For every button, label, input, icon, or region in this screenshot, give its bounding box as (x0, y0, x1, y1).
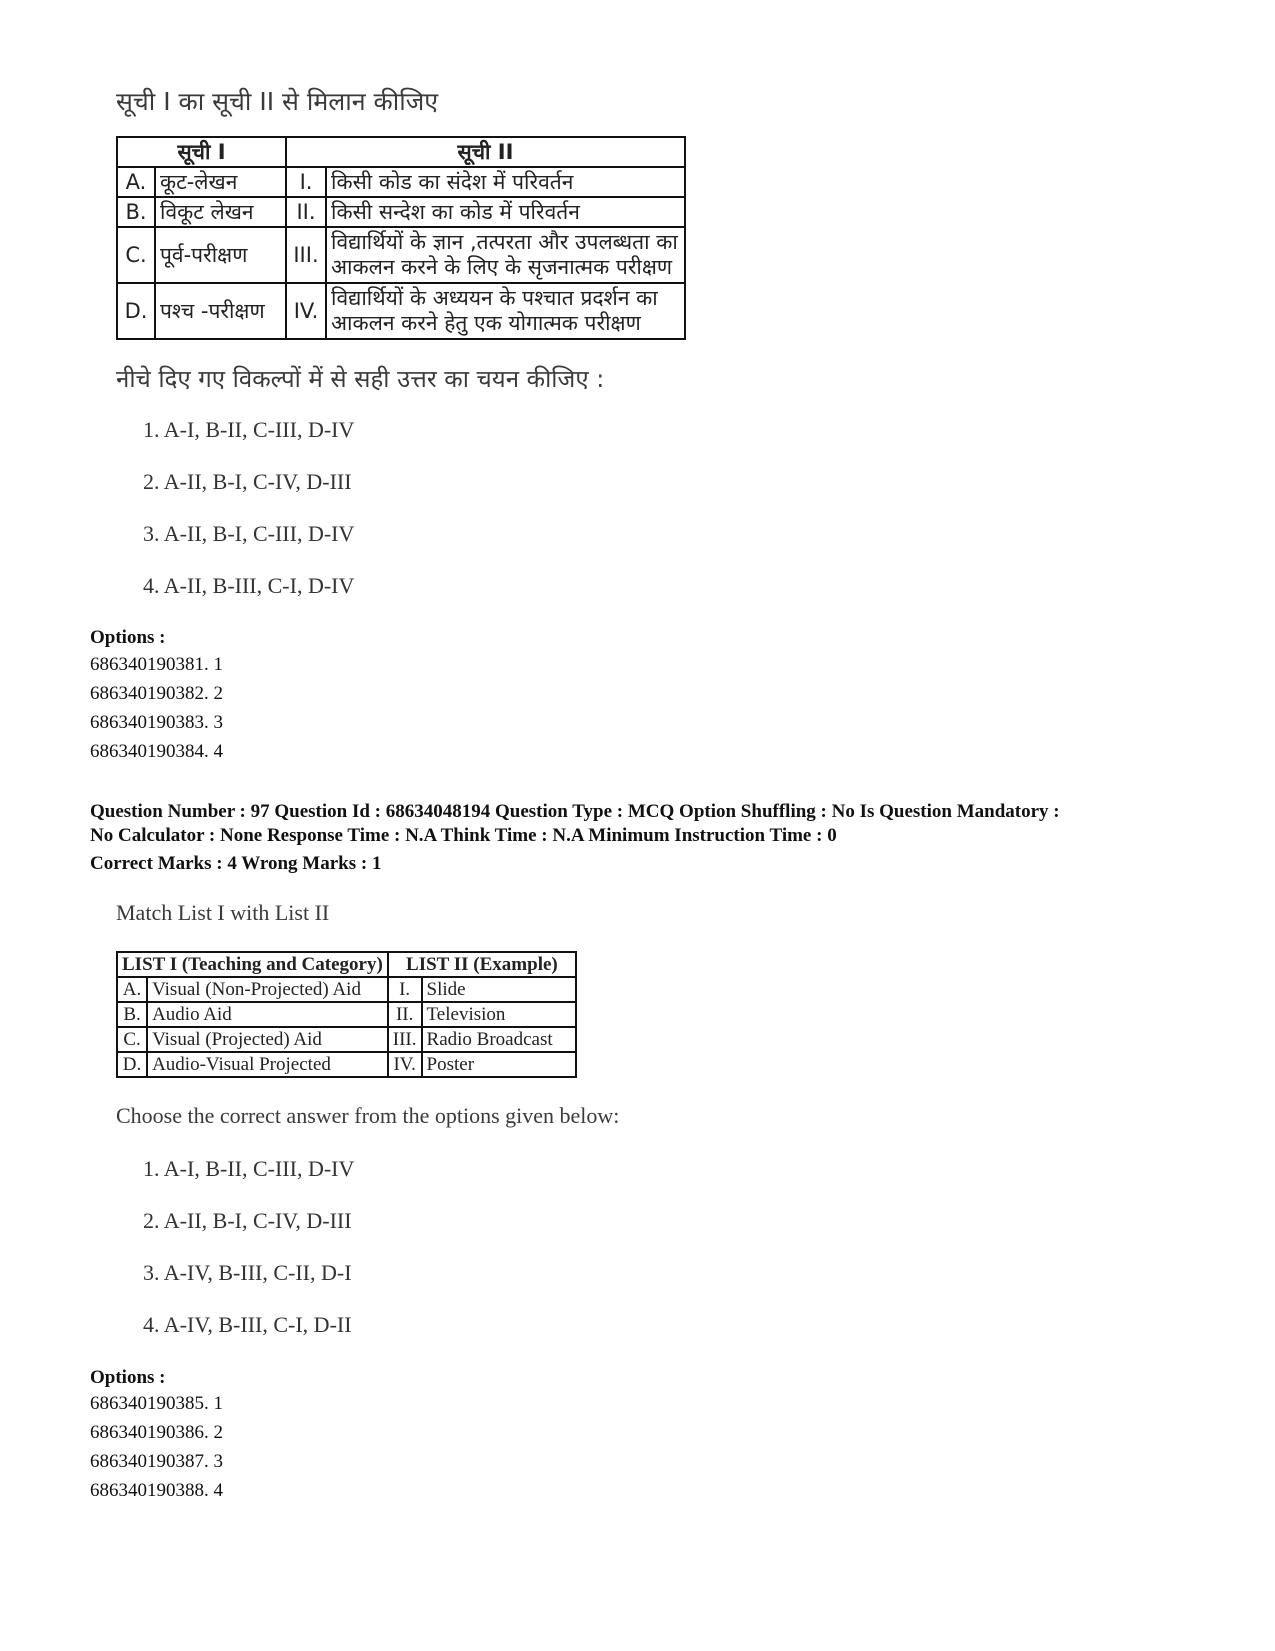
q2-options-list (90, 1389, 223, 1505)
option-id: 686340190382. 2 (90, 683, 223, 704)
q2-meta-line: Question Number : 97 Question Id : 68634048194 Question Type : MCQ Option Shuffling : No Is Question Mandatory : (90, 801, 1060, 822)
table-row (117, 977, 576, 1002)
option-id: 686340190386. 2 (90, 1422, 223, 1443)
row-right (326, 227, 685, 283)
row-key: C. (117, 1027, 147, 1052)
table-row (117, 283, 685, 339)
row-key: D. (117, 283, 155, 339)
row-key: B. (117, 197, 155, 227)
row-right: Poster (422, 1052, 576, 1077)
table-row (117, 1027, 576, 1052)
table-row (117, 167, 685, 197)
row-num: IV. (388, 1052, 422, 1077)
row-right: Television (422, 1002, 576, 1027)
row-left: विकूट लेखन (155, 197, 286, 227)
option-id: 686340190387. 3 (90, 1451, 223, 1472)
q1-options-list (90, 650, 223, 766)
row-key: C. (117, 227, 155, 283)
row-left: कूट-लेखन (155, 167, 286, 197)
q2-list2-header: LIST II (Example) (388, 952, 576, 977)
q2-prompt: Choose the correct answer from the options given below: (116, 1103, 620, 1128)
row-right: किसी कोड का संदेश में परिवर्तन (326, 167, 685, 197)
row-right (326, 283, 685, 339)
row-right: Radio Broadcast (422, 1027, 576, 1052)
q2-match-table (116, 951, 577, 1078)
row-left: पूर्व-परीक्षण (155, 227, 286, 283)
option-id: 686340190385. 1 (90, 1393, 223, 1414)
row-key: B. (117, 1002, 147, 1027)
q2-table-header (117, 952, 576, 977)
row-left: Audio Aid (147, 1002, 388, 1027)
row-left: Visual (Projected) Aid (147, 1027, 388, 1052)
row-key: A. (117, 977, 147, 1002)
q1-table-header (117, 137, 685, 167)
row-right-line: आकलन करने के लिए के सृजनात्मक परीक्षण (331, 255, 673, 279)
q1-instruction: सूची I का सूची II से मिलान कीजिए (116, 87, 439, 116)
option-id: 686340190388. 4 (90, 1480, 223, 1501)
q1-choice-4: 4. A-II, B-III, C-I, D-IV (143, 573, 355, 598)
row-left: पश्च -परीक्षण (155, 283, 286, 339)
q2-choice-1: 1. A-I, B-II, C-III, D-IV (143, 1156, 355, 1181)
q2-marks: Correct Marks : 4 Wrong Marks : 1 (90, 853, 382, 874)
q1-prompt: नीचे दिए गए विकल्पों में से सही उत्तर का चयन कीजिए : (116, 365, 605, 393)
q2-instruction: Match List I with List II (116, 900, 330, 925)
option-id: 686340190383. 3 (90, 712, 223, 733)
q2-meta-line: No Calculator : None Response Time : N.A Think Time : N.A Minimum Instruction Time : 0 (90, 825, 837, 846)
row-left: Audio-Visual Projected (147, 1052, 388, 1077)
table-row (117, 227, 685, 283)
q2-choice-3: 3. A-IV, B-III, C-II, D-I (143, 1260, 352, 1285)
q1-list2-header: सूची II (286, 137, 685, 167)
row-right: किसी सन्देश का कोड में परिवर्तन (326, 197, 685, 227)
table-row (117, 197, 685, 227)
row-right-line: विद्यार्थियों के अध्ययन के पश्चात प्रदर्शन का (331, 286, 658, 310)
row-key: D. (117, 1052, 147, 1077)
q2-metadata (90, 800, 1210, 848)
q2-choice-4: 4. A-IV, B-III, C-I, D-II (143, 1312, 352, 1337)
row-num: III. (388, 1027, 422, 1052)
table-row (117, 1052, 576, 1077)
q1-list1-header: सूची I (117, 137, 286, 167)
option-id: 686340190381. 1 (90, 654, 223, 675)
row-num: III. (286, 227, 326, 283)
q1-choice-2: 2. A-II, B-I, C-IV, D-III (143, 469, 352, 494)
q2-options-label: Options : (90, 1367, 166, 1388)
q1-match-table (116, 136, 686, 340)
option-id: 686340190384. 4 (90, 741, 223, 762)
q1-choice-1: 1. A-I, B-II, C-III, D-IV (143, 417, 355, 442)
q2-list1-header: LIST I (Teaching and Category) (117, 952, 388, 977)
row-right-line: विद्यार्थियों के ज्ञान ,तत्परता और उपलब्धता का (331, 230, 678, 254)
row-key: A. (117, 167, 155, 197)
row-right: Slide (422, 977, 576, 1002)
row-num: I. (388, 977, 422, 1002)
q1-choice-3: 3. A-II, B-I, C-III, D-IV (143, 521, 355, 546)
row-num: II. (286, 197, 326, 227)
row-right-line: आकलन करने हेतु एक योगात्मक परीक्षण (331, 311, 641, 335)
q1-options-label: Options : (90, 627, 166, 648)
table-row (117, 1002, 576, 1027)
row-num: IV. (286, 283, 326, 339)
row-num: II. (388, 1002, 422, 1027)
q2-choice-2: 2. A-II, B-I, C-IV, D-III (143, 1208, 352, 1233)
row-left: Visual (Non-Projected) Aid (147, 977, 388, 1002)
row-num: I. (286, 167, 326, 197)
